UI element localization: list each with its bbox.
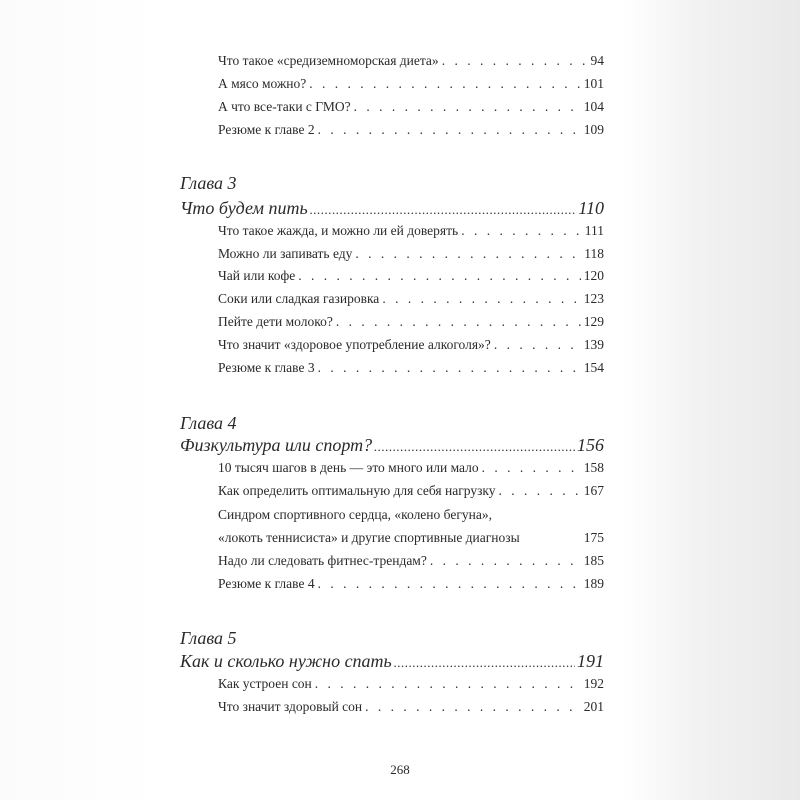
entry-title: Как и сколько нужно спать bbox=[180, 651, 392, 671]
entry-page: 123 bbox=[583, 291, 604, 306]
entry-page: 189 bbox=[583, 576, 604, 591]
entry-title: А мясо можно? bbox=[218, 76, 307, 91]
toc-entry bbox=[218, 676, 604, 692]
dot-leader bbox=[318, 576, 581, 592]
toc-entry bbox=[218, 314, 604, 330]
entry-title: Надо ли следовать фитнес-трендам? bbox=[218, 553, 427, 568]
dot-leader bbox=[494, 337, 581, 353]
chapter-entry bbox=[180, 435, 604, 456]
dot-leader bbox=[336, 314, 581, 330]
chapter-label: Глава 4 bbox=[180, 413, 237, 433]
entry-page: 154 bbox=[583, 360, 604, 375]
dot-leader bbox=[318, 122, 581, 138]
entry-page: 139 bbox=[583, 337, 604, 352]
chapter-label: Глава 3 bbox=[180, 173, 237, 193]
entry-title: Физкультура или спорт? bbox=[180, 435, 373, 455]
chapter-entry bbox=[180, 198, 604, 219]
entry-title: Как определить оптимальную для себя нагрузку bbox=[218, 483, 496, 498]
dot-leader bbox=[374, 439, 575, 455]
dot-leader bbox=[499, 483, 581, 499]
dot-leader bbox=[309, 76, 581, 92]
entry-title: «локоть теннисиста» и другие спортивные диагнозы bbox=[218, 530, 520, 545]
dot-leader bbox=[482, 460, 581, 476]
toc-entry bbox=[218, 460, 604, 476]
dot-leader bbox=[354, 99, 581, 115]
dot-leader bbox=[310, 202, 577, 218]
toc-entry bbox=[218, 76, 604, 92]
toc-entry bbox=[218, 53, 604, 69]
toc-entry bbox=[218, 268, 604, 284]
entry-title: Резюме к главе 3 bbox=[218, 360, 315, 375]
entry-title: А что все-таки с ГМО? bbox=[218, 99, 351, 114]
toc-entry bbox=[218, 337, 604, 353]
entry-title: Как устроен сон bbox=[218, 676, 312, 691]
entry-title: Резюме к главе 2 bbox=[218, 122, 315, 137]
chapter-entry bbox=[180, 651, 604, 672]
dot-leader bbox=[365, 699, 581, 715]
entry-page: 118 bbox=[584, 246, 604, 261]
entry-title: Пейте дети молоко? bbox=[218, 314, 333, 329]
toc-entry bbox=[218, 99, 604, 115]
toc-entry bbox=[218, 122, 604, 138]
dot-leader bbox=[318, 360, 581, 376]
toc-entry bbox=[218, 291, 604, 307]
dot-leader bbox=[442, 53, 588, 69]
dot-leader bbox=[430, 553, 581, 569]
toc-entry bbox=[218, 507, 604, 523]
toc-entry bbox=[218, 483, 604, 499]
entry-title: Можно ли запивать еду bbox=[218, 246, 353, 261]
toc-entry bbox=[218, 576, 604, 592]
entry-title: Резюме к главе 4 bbox=[218, 576, 315, 591]
entry-page: 175 bbox=[583, 530, 604, 545]
entry-page: 191 bbox=[577, 651, 604, 671]
entry-page: 201 bbox=[583, 699, 604, 714]
entry-page: 109 bbox=[583, 122, 604, 137]
entry-title: Что значит здоровый сон bbox=[218, 699, 363, 714]
chapter-label: Глава 5 bbox=[180, 628, 237, 648]
entry-page: 158 bbox=[583, 460, 604, 475]
toc-entry bbox=[218, 360, 604, 376]
entry-page: 185 bbox=[583, 553, 604, 568]
entry-page: 192 bbox=[583, 676, 604, 691]
entry-page: 129 bbox=[583, 314, 604, 329]
entry-title: Что такое «средиземноморская диета» bbox=[218, 53, 439, 68]
entry-page: 167 bbox=[583, 483, 604, 498]
entry-title: Что значит «здоровое употребление алкоголя»? bbox=[218, 337, 491, 352]
entry-page: 110 bbox=[578, 198, 604, 218]
toc-entry bbox=[218, 553, 604, 569]
toc-entry bbox=[218, 530, 604, 546]
entry-page: 156 bbox=[577, 435, 604, 455]
toc-entry bbox=[218, 699, 604, 715]
entry-page: 104 bbox=[583, 99, 604, 114]
dot-leader bbox=[315, 676, 581, 692]
toc-entry bbox=[218, 223, 604, 239]
dot-leader bbox=[298, 268, 580, 284]
entry-title: Соки или сладкая газировка bbox=[218, 291, 380, 306]
entry-title: Синдром спортивного сердца, «колено бегуна», bbox=[218, 507, 492, 522]
entry-title: Чай или кофе bbox=[218, 268, 296, 283]
dot-leader bbox=[355, 246, 581, 262]
dot-leader bbox=[382, 291, 580, 307]
entry-title: Что будем пить bbox=[180, 198, 308, 218]
toc-entry bbox=[218, 246, 604, 262]
entry-title: 10 тысяч шагов в день — это много или мало bbox=[218, 460, 479, 475]
entry-page: 94 bbox=[590, 53, 604, 68]
entry-page: 101 bbox=[583, 76, 604, 91]
dot-leader bbox=[394, 655, 575, 671]
entry-title: Что такое жажда, и можно ли ей доверять bbox=[218, 223, 459, 238]
entry-page: 111 bbox=[584, 223, 604, 238]
dot-leader bbox=[461, 223, 582, 239]
page-number: 268 bbox=[390, 762, 410, 777]
entry-page: 120 bbox=[583, 268, 604, 283]
